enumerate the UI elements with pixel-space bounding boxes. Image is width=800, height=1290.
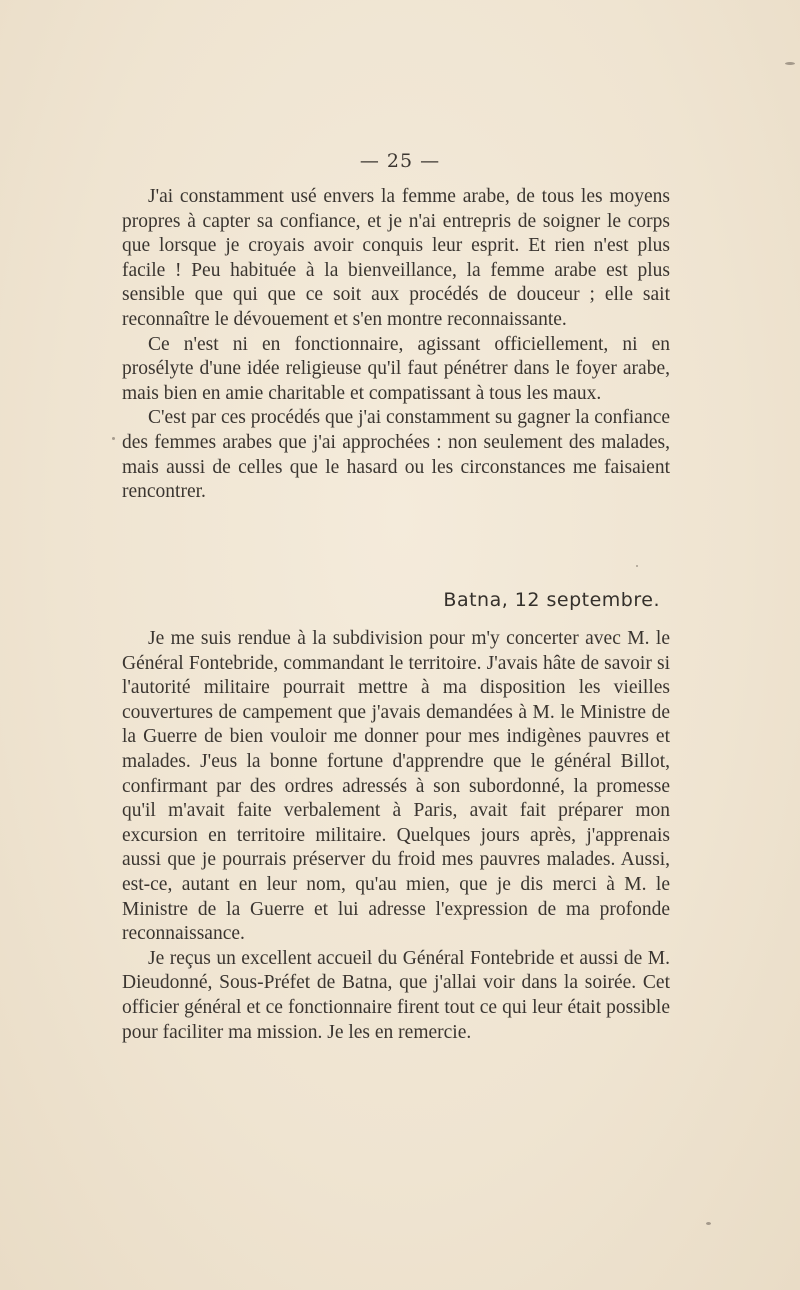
body-text-after-heading — [122, 627, 670, 1045]
paragraph: Ce n'est ni en fonctionnaire, agissant officiellement, ni en prosélyte d'une idée religieuse qu'il faut pénétrer dans le foyer arabe, mais bien en amie charitable et compatissant à tous les maux. — [122, 333, 670, 404]
paper-speck — [706, 1222, 711, 1225]
paper-speck — [636, 565, 638, 567]
page-number: — 25 — — [359, 150, 441, 172]
paragraph: C'est par ces procédés que j'ai constamment su gagner la confiance des femmes arabes que j'ai approchées : non seulement des malades, mais aussi de celles que le hasard ou les circonstances me faisaient rencontrer. — [122, 407, 670, 503]
paragraph: Je me suis rendue à la subdivision pour m'y concerter avec M. le Général Fontebride, commandant le territoire. J'avais hâte de savoir si l'autorité militaire pourrait mettre à ma disposition les vieilles couvertures de campement que j'avais demandées à M. le Ministre de la Guerre de bien vouloir me donner pour mes indigènes pauvres et malades. J'eus la bonne fortune d'apprendre que le général Billot, confirmant par des ordres adressés à son subordonné, la promesse qu'il m'avait faite verbalement à Paris, avait fait préparer mon excursion en territoire militaire. Quelques jours après, j'apprenais aussi que je pourrais préserver du froid mes pauvres malades. Aussi, est-ce, autant en leur nom, qu'au mien, que je dis merci à M. le Ministre de la Guerre et lui adresse l'expression de ma profonde reconnaissance. — [122, 628, 670, 945]
paragraph: Je reçus un excellent accueil du Général Fontebride et aussi de M. Dieudonné, Sous-Préfet de Batna, que j'allai voir dans la soirée. Cet officier général et ce fonctionnaire firent tout ce qui leur était possible pour faciliter ma mission. Je les en remercie. — [122, 947, 670, 1043]
paragraph: J'ai constamment usé envers la femme arabe, de tous les moyens propres à capter sa confiance, et je n'ai entrepris de soigner le corps que lorsque je croyais avoir conquis leur esprit. Et rien n'est plus facile ! Peu habituée à la bienveillance, la femme arabe est plus sensible que qui que ce soit aux procédés de douceur ; elle sait reconnaître le dévouement et s'en montre reconnaissante. — [122, 186, 670, 330]
paper-speck — [112, 437, 115, 440]
paper-speck — [785, 62, 795, 65]
body-text-before-heading — [122, 185, 670, 505]
section-heading: Batna, 12 septembre. — [443, 589, 660, 611]
